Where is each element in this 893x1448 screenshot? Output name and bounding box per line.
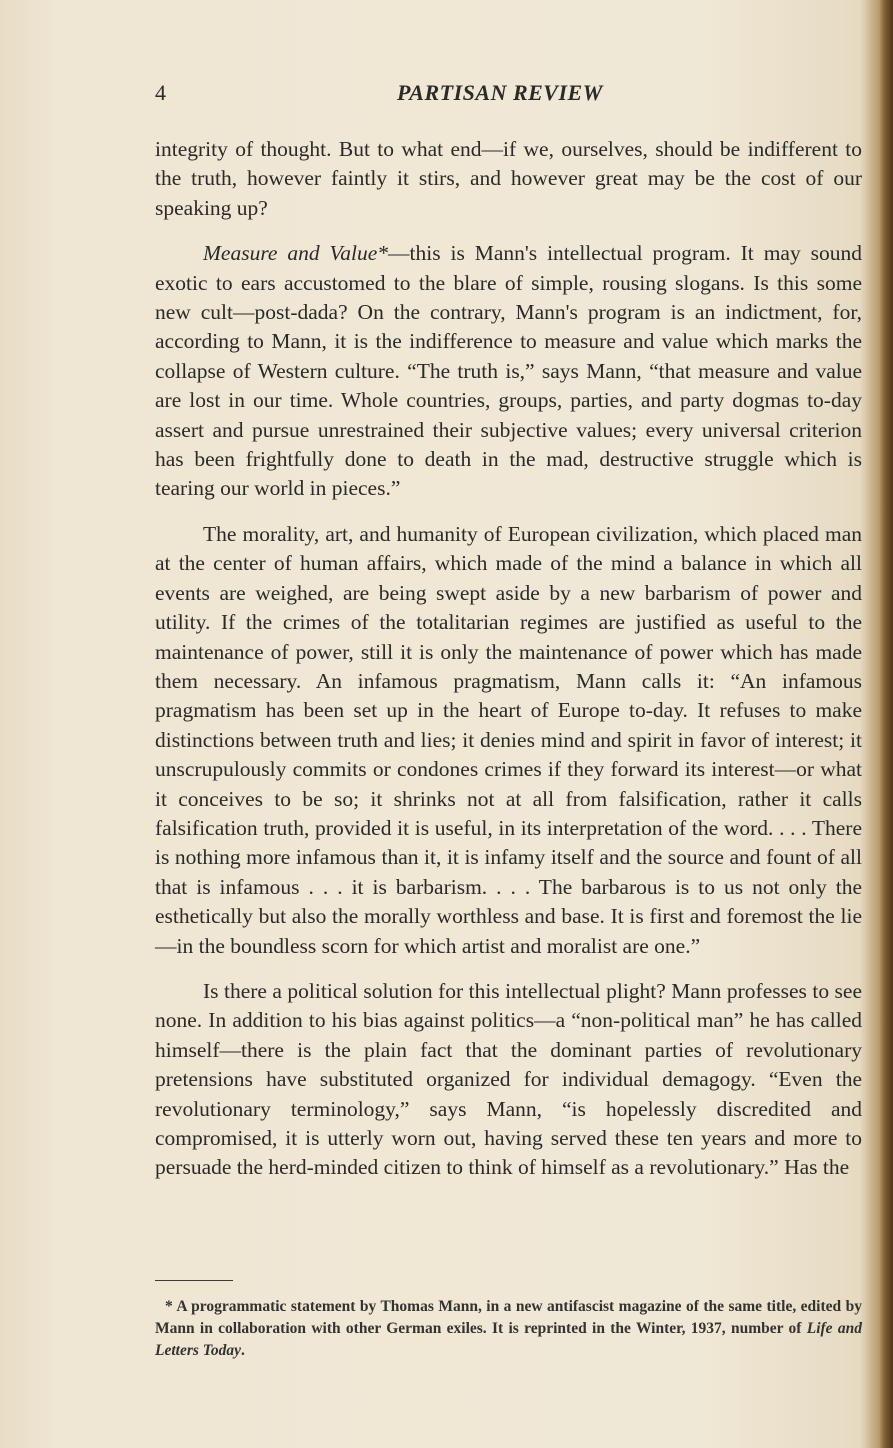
paragraph-1: integrity of thought. But to what end—if we, ourselves, should be indifferent to the truth, however faintly it stirs, and however great may be the cost of our speaking up? — [155, 137, 862, 220]
paragraph-4: Is there a political solution for this intellectual plight? Mann professes to see none. In addition to his bias against politics—a “non-political man” he has called himself—there is the plain fact that the dominant parties of revolutionary pretensions have substituted organized for individual demagogy. “Even the revolutionary terminology,” says Mann, “is hopelessly discredited and compromised, it is utterly worn out, having served these ten years and more to persuade the herd-minded citizen to think of himself as a revolutionary.” Has the — [155, 978, 862, 1180]
footnote — [155, 1296, 862, 1362]
page-binding-edge — [879, 0, 893, 1448]
footnote-end: . — [240, 1342, 245, 1359]
footnote-text: A programmatic statement by Thomas Mann, in a new antifascist magazine of the same title, edited by Mann in collaboration with other German exiles. It is reprinted in the Winter, 1937, number of — [155, 1298, 862, 1337]
page-number: 4 — [155, 80, 166, 105]
footnote-journal-title: Life and Letters Today — [155, 1320, 862, 1359]
paragraph-2 — [155, 239, 862, 504]
footnote-divider — [155, 1280, 233, 1281]
running-title: PARTISAN REVIEW — [397, 80, 603, 105]
footnote-mark: * — [165, 1298, 173, 1315]
paragraph-3: The morality, art, and humanity of European civilization, which placed man at the center of human affairs, which made of the mind a balance in which all events are weighed, are being swept aside by a new barbarism of power and utility. If the crimes of the totalitarian regimes are justified as useful to the maintenance of power, still it is only the maintenance of power which has made them necessary. An infamous pragmatism, Mann calls it: “An infamous pragmatism has been set up in the heart of Europe to-day. It refuses to make distinctions between truth and lies; it denies mind and spirit in favor of interest; it unscrupulously commits or condones crimes if they forward its interest—or what it conceives to be so; it shrinks not at all from falsification, rather it calls falsification truth, provided it is useful, in its interpretation of the word. . . . There is nothing more infamous than it, it is infamy itself and the source and fount of all that is infamous . . . it is barbarism. . . . The barbarous is to us not only the esthetically but also the morally worthless and base. It is first and foremost the lie—in the boundless scorn for which artist and moralist are one.” — [155, 521, 862, 958]
page-header — [155, 80, 865, 110]
body-text — [155, 135, 862, 1199]
measure-and-value-title: Measure and Value* — [203, 241, 389, 266]
paragraph-2-text: —this is Mann's intellectual program. It may sound exotic to ears accustomed to the blare of simple, rousing slogans. Is this some new cult—post-dada? On the contrary, Mann's program is an indictment, for, according to Mann, it is the indifference to measure and value which marks the collapse of Western culture. “The truth is,” says Mann, “that measure and value are lost in our time. Whole countries, groups, parties, and party dogmas to-day assert and pursue unrestrained their subjective values; every universal criterion has been frightfully done to death in the mad, destructive struggle which is tearing our world in pieces.” — [155, 241, 862, 501]
